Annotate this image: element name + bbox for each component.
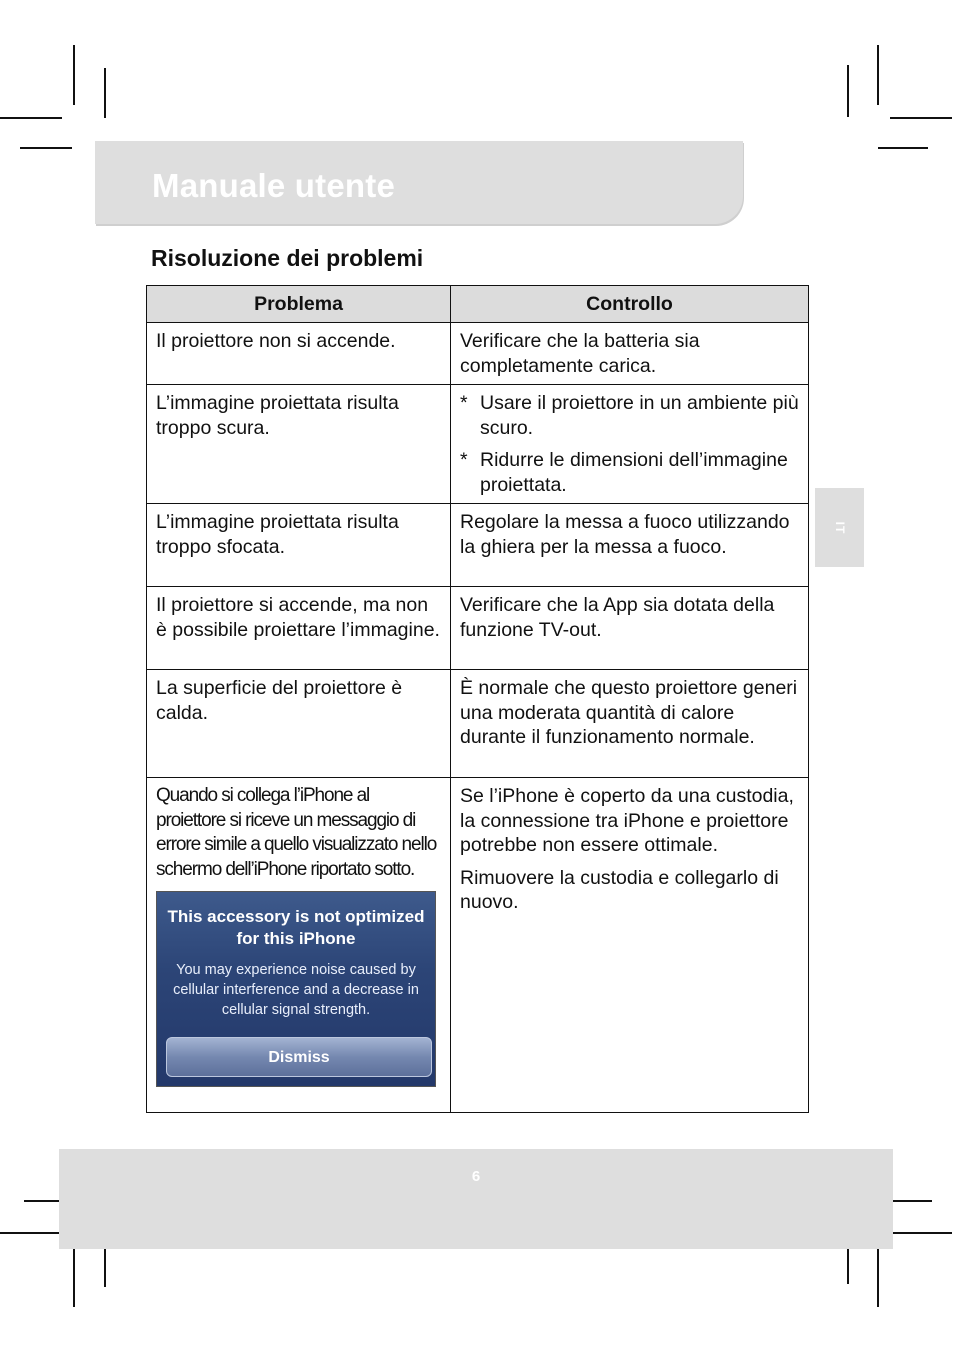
crop-mark [890, 117, 952, 119]
alert-message: You may experience noise caused by cellular interference and a decrease in cellular signal strength. [173, 962, 419, 1018]
check-cell [451, 323, 809, 385]
crop-mark [73, 45, 75, 105]
column-header-problem: Problema [147, 286, 451, 323]
check-text: Verificare che la batteria sia completamente carica. [460, 330, 700, 377]
iphone-alert-screenshot [156, 891, 436, 1087]
language-label: IT [832, 521, 847, 534]
column-header-check: Controllo [451, 286, 809, 323]
check-text: È normale che questo proiettore generi una moderata quantità di calore durante il funzionamento normale. [460, 677, 798, 748]
table-header-row [147, 286, 809, 323]
troubleshooting-table [146, 285, 809, 1113]
problem-cell: L’immagine proiettata risulta troppo sfocata. [147, 504, 451, 587]
crop-mark [73, 1245, 75, 1307]
language-tab [815, 488, 864, 567]
table-row [147, 670, 809, 778]
check-cell [451, 778, 809, 1113]
header-band [95, 141, 743, 224]
table-row [147, 504, 809, 587]
bullet-symbol: * [460, 449, 468, 471]
table-row [147, 385, 809, 504]
bullet-text: Usare il proiettore in un ambiente più scuro. [480, 392, 799, 439]
crop-mark [877, 45, 879, 105]
page-title: Manuale utente [152, 167, 396, 204]
page-number: 6 [471, 1168, 481, 1185]
check-text: Rimuovere la custodia e collegarlo di nuovo. [460, 866, 779, 913]
crop-mark [20, 147, 72, 149]
check-text: Regolare la messa a fuoco utilizzando la ghiera per la messa a fuoco. [460, 511, 790, 558]
crop-mark [890, 1232, 952, 1234]
bullet-item [460, 448, 799, 497]
bullet-item [460, 391, 799, 440]
check-cell [451, 670, 809, 778]
alert-title: This accessory is not optimized for this iPhone [167, 907, 425, 948]
problem-cell: L’immagine proiettata risulta troppo scura. [147, 385, 451, 504]
crop-mark [877, 1245, 879, 1307]
crop-mark [0, 117, 62, 119]
table-row [147, 587, 809, 670]
crop-mark [0, 1232, 62, 1234]
problem-cell [147, 778, 451, 1113]
crop-mark [878, 147, 928, 149]
problem-cell: Il proiettore si accende, ma non è possibile proiettare l’immagine. [147, 587, 451, 670]
problem-cell: Il proiettore non si accende. [147, 323, 451, 385]
footer-band [59, 1149, 893, 1249]
bullet-symbol: * [460, 392, 468, 414]
section-title: Risoluzione dei problemi [151, 245, 424, 271]
check-text: Se l’iPhone è coperto da una custodia, la connessione tra iPhone e proiettore potrebbe non essere ottimale. [460, 785, 794, 856]
bullet-text: Ridurre le dimensioni dell’immagine proiettata. [480, 449, 788, 496]
dismiss-button: Dismiss [166, 1037, 432, 1077]
check-cell [451, 587, 809, 670]
check-text: Verificare che la App sia dotata della funzione TV-out. [460, 594, 775, 641]
problem-text: Quando si collega l’iPhone al proiettore si riceve un messaggio di errore simile a quello visualizzato nello schermo dell’iPhone riportato sotto. [156, 785, 437, 880]
check-cell [451, 504, 809, 587]
crop-mark [847, 65, 849, 117]
check-cell [451, 385, 809, 504]
crop-mark [104, 68, 106, 118]
table-row [147, 778, 809, 1113]
problem-cell: La superficie del proiettore è calda. [147, 670, 451, 778]
table-row [147, 323, 809, 385]
